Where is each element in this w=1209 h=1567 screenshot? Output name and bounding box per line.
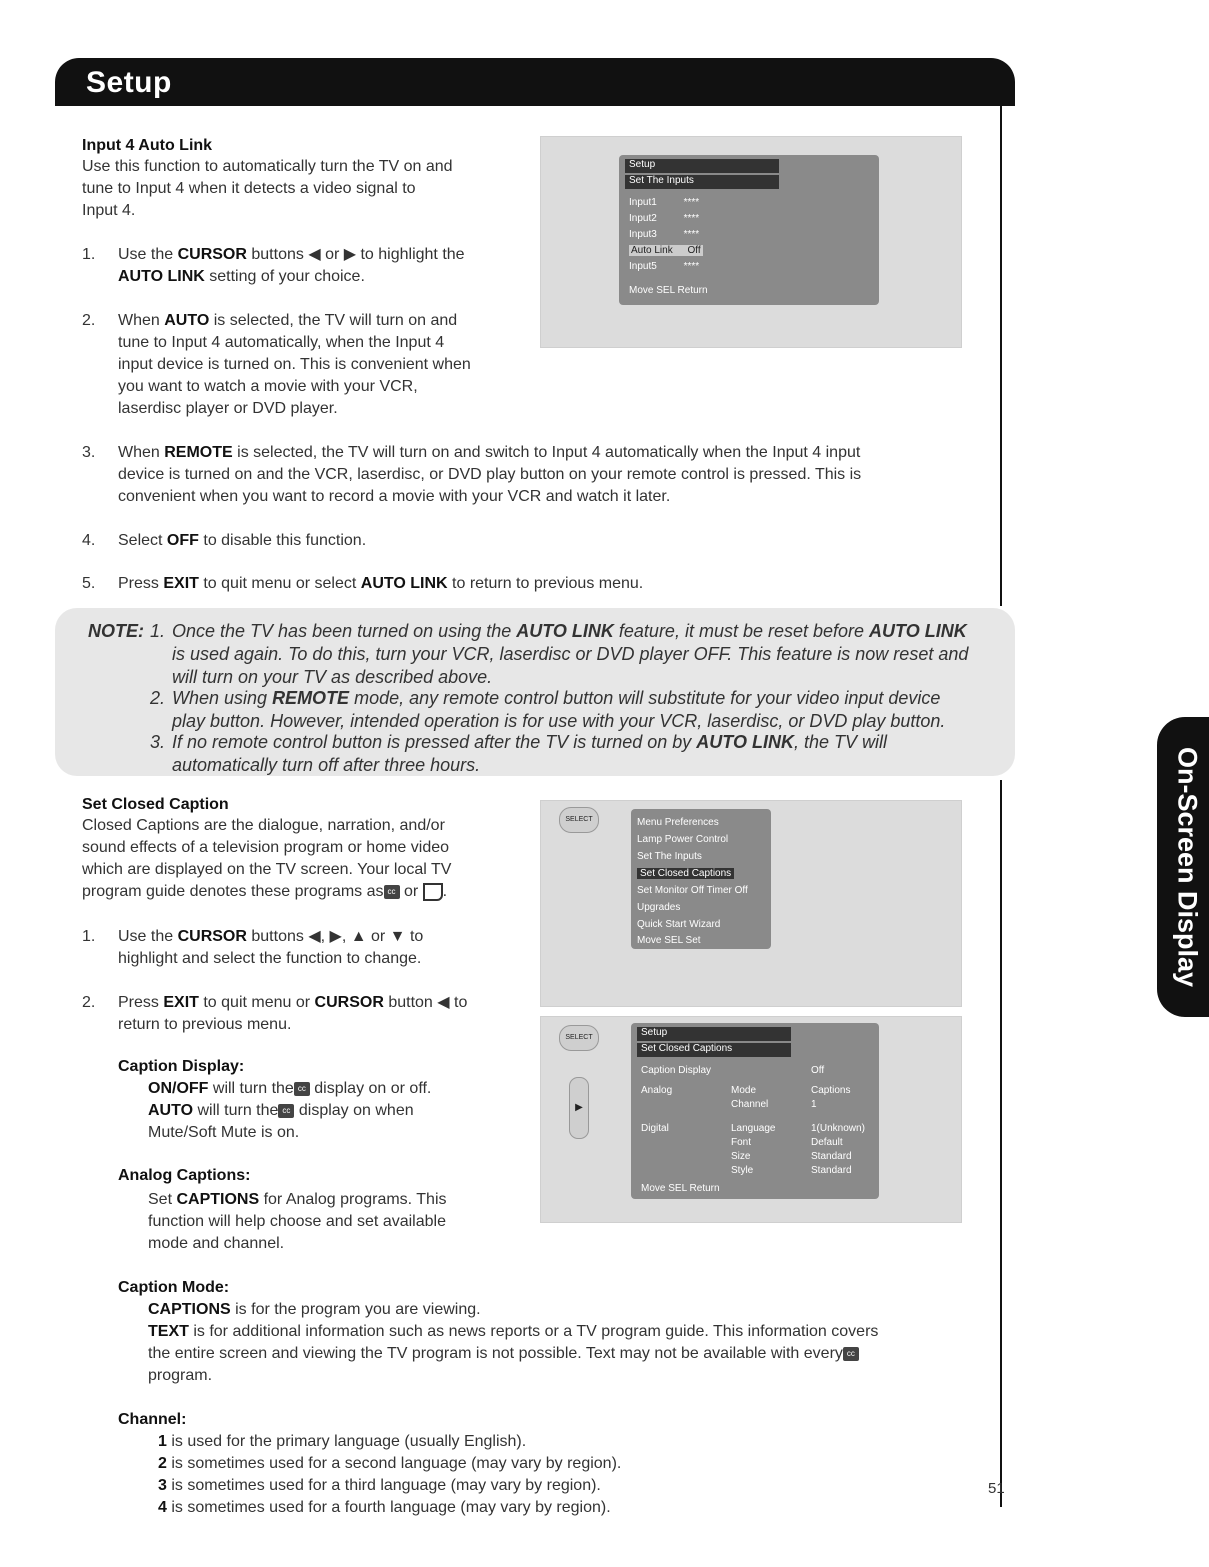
input4-step4: Select OFF to disable this function. [118,532,367,549]
osd-menu [631,809,771,949]
side-tab-label: On-Screen Display [1172,746,1203,988]
osd-cell: Default [811,1137,843,1148]
screen-set-inputs [540,136,962,348]
closed-caption-step1: Use the CURSOR buttons ◀, ▶, ▲ or ▼ to highlight and select the function to change. [118,928,424,967]
osd-row-selected: Set Closed Captions [637,868,734,879]
cc-icon: cc [278,1104,294,1118]
osd-cell: Size [731,1151,751,1162]
osd-subtitle: Set Closed Captions [637,1043,791,1057]
note-3: If no remote control button is pressed after the TV is turned on by AUTO LINK, the TV will automatically turn off after three hours. [172,732,887,775]
step-number: 2. [82,312,96,329]
osd-row-selected: Auto Link Off [631,245,701,256]
osd-cell: Channel [731,1099,769,1110]
osd-cell: Standard [811,1165,852,1176]
caption-mode-text: CAPTIONS is for the program you are viewing. TEXT is for additional information such as news reports or a TV program guide. This information covers the entire screen and viewing the TV program is not possible. Text may not be available with every cc program. [148,1301,879,1384]
closed-caption-heading: Set Closed Caption [82,796,229,813]
page-title: Setup [86,66,172,99]
osd-row: Input2 **** [629,213,700,224]
osd-row: Menu Preferences [637,817,719,828]
note-1-num: 1. [150,621,166,641]
caption-display-heading: Caption Display: [118,1058,245,1075]
osd-menu [631,1023,879,1199]
osd-subtitle: Set The Inputs [625,175,779,189]
note-2: When using REMOTE mode, any remote control button will substitute for your video input device play button. However, intended operation is for use with your VCR, laserdisc, or DVD play button. [172,688,946,731]
select-button-icon: SELECT [559,807,599,833]
osd-row: Set Monitor Off Timer Off [637,885,748,896]
select-button-icon: SELECT [559,1025,599,1051]
input4-step2: When AUTO is selected, the TV will turn on and tune to Input 4 automatically, when the Input 4 input device is turned on. This is convenient when you want to watch a movie with your VCR, laserdisc player or DVD player. [118,312,471,417]
list-item: 3 is sometimes used for a third language (may vary by region). [158,1477,601,1494]
osd-cell: Language [731,1123,776,1134]
osd-cell: 1(Unknown) [811,1123,865,1134]
right-rule-top [1000,106,1002,606]
osd-cell: 1 [811,1099,817,1110]
input4-step1: Use the CURSOR buttons ◀ or ▶ to highlight the AUTO LINK setting of your choice. [118,246,465,285]
note-2-num: 2. [150,688,166,708]
osd-row: Input3 **** [629,229,700,240]
osd-cell: Off [811,1065,825,1076]
right-rule-bottom [1000,780,1002,1507]
analog-captions-heading: Analog Captions: [118,1167,251,1184]
osd-row: Lamp Power Control [637,834,729,845]
screen-setup-menu [540,800,962,1007]
osd-footer: Move SEL Return [641,1183,720,1194]
osd-title: Setup [637,1027,791,1041]
osd-footer: Move SEL Return [629,285,708,296]
cc-icon: cc [384,885,400,899]
header-banner [55,58,1015,106]
caption-icon [423,883,443,901]
osd-cell: Style [731,1165,754,1176]
input4-intro: Use this function to automatically turn the TV on and tune to Input 4 when it detects a video signal to Input 4. [82,158,453,219]
osd-cell: Captions [811,1085,851,1096]
note-3-num: 3. [150,732,166,752]
step-number: 1. [82,928,96,945]
step-number: 4. [82,532,96,549]
osd-cell: Caption Display [641,1065,712,1076]
input4-step5: Press EXIT to quit menu or select AUTO LINK to return to previous menu. [118,575,644,592]
osd-cell: Digital [641,1123,669,1134]
osd-cell: Font [731,1137,752,1148]
cc-icon: cc [843,1347,859,1361]
input4-step3: When REMOTE is selected, the TV will turn on and switch to Input 4 automatically when the Input 4 input device is turned on and the VCR, laserdisc, or DVD play button on your remote control is pressed. This is convenient when you want to record a movie with your VCR and watch it later. [118,444,862,505]
osd-row: Input1 **** [629,197,700,208]
list-item: 1 is used for the primary language (usually English). [158,1433,527,1450]
osd-row: Set The Inputs [637,851,702,862]
list-item: 4 is sometimes used for a fourth language (may vary by region). [158,1499,611,1516]
cursor-button-icon: ▶ [569,1077,589,1139]
osd-cell: Analog [641,1085,673,1096]
osd-footer: Move SEL Set [637,935,701,946]
step-number: 5. [82,575,96,592]
osd-row: Quick Start Wizard [637,919,721,930]
input4-heading: Input 4 Auto Link [82,137,213,154]
closed-caption-intro: Closed Captions are the dialogue, narration, and/or sound effects of a television program or home video which are displayed on the TV screen. Your local TV program guide denotes these programs as cc or . [82,817,452,900]
caption-display-text: ON/OFF will turn the cc display on or off. AUTO will turn the cc display on when Mute/Soft Mute is on. [148,1080,432,1141]
osd-cell: Mode [731,1085,757,1096]
list-item: 2 is sometimes used for a second language (may vary by region). [158,1455,622,1472]
channel-list [158,1431,621,1519]
step-number: 2. [82,994,96,1011]
caption-mode-heading: Caption Mode: [118,1279,230,1296]
channel-heading: Channel: [118,1411,187,1428]
step-number: 1. [82,246,96,263]
osd-menu [619,155,879,305]
analog-captions-text: Set CAPTIONS for Analog programs. This function will help choose and set available mode and channel. [148,1191,447,1252]
screen-closed-captions [540,1016,962,1223]
cc-icon: cc [294,1082,310,1096]
osd-title: Setup [625,159,779,173]
page-number: 51 [988,1480,1005,1497]
osd-cell: Standard [811,1151,852,1162]
note-label: NOTE: [88,621,144,641]
step-number: 3. [82,444,96,461]
closed-caption-step2: Press EXIT to quit menu or CURSOR button ◀ to return to previous menu. [118,994,468,1033]
osd-row: Upgrades [637,902,681,913]
osd-row: Input5 **** [629,261,700,272]
note-1: Once the TV has been turned on using the AUTO LINK feature, it must be reset before AUTO LINK is used again. To do this, turn your VCR, laserdisc or DVD player OFF. This feature is now reset and will turn on your TV as described above. [172,621,969,687]
